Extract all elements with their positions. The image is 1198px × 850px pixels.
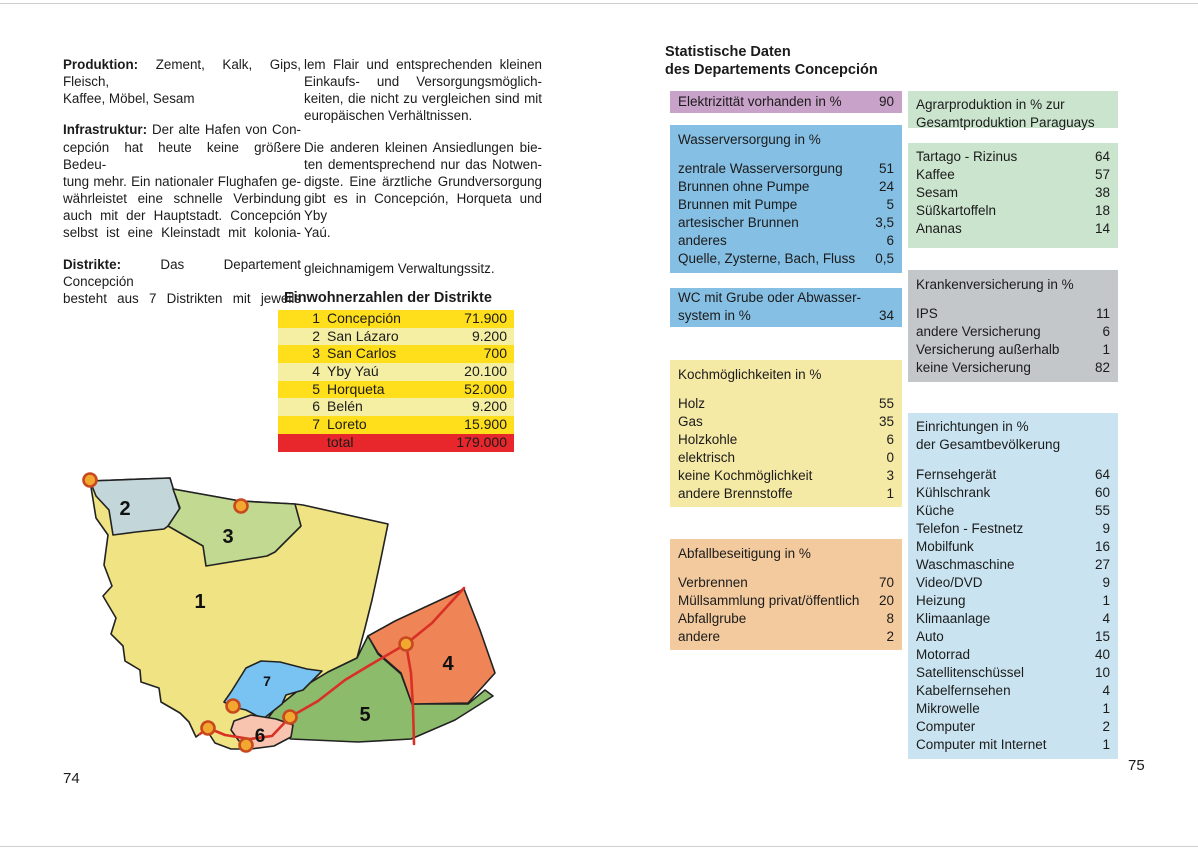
stat-label: Holzkohle — [678, 432, 738, 447]
stat-value: 4 — [1102, 683, 1110, 698]
stat-value: 0,5 — [875, 251, 894, 266]
stat-label: Tartago - Rizinus — [916, 149, 1018, 164]
district-number: 2 — [312, 327, 320, 344]
stat-value: 6 — [1102, 324, 1110, 339]
stat-label: WC mit Grube oder Abwasser- — [678, 290, 862, 305]
population-table-row — [278, 398, 514, 416]
stat-value: 1 — [1102, 593, 1110, 608]
stat-row — [908, 148, 1118, 166]
stat-label: system in % — [678, 308, 751, 323]
cooking-rows — [670, 395, 902, 503]
stat-value: 5 — [886, 197, 894, 212]
stat-row — [670, 160, 902, 178]
district-map — [60, 458, 532, 785]
scan-edge-top — [0, 3, 1198, 4]
stat-row — [908, 628, 1118, 646]
wc-table — [670, 288, 902, 327]
stat-value: 27 — [1094, 557, 1110, 572]
health-insurance-table — [908, 270, 1118, 382]
facilities-title-line1: Einrichtungen in % — [916, 419, 1029, 434]
paragraph-produktion — [63, 56, 301, 107]
waste-disposal-table — [670, 539, 902, 650]
district-number: 6 — [312, 398, 320, 415]
stat-row — [908, 184, 1118, 202]
line-text: Yaú. — [304, 225, 331, 241]
stat-value: 1 — [1102, 737, 1110, 752]
stat-value: 8 — [886, 611, 894, 626]
stat-row — [908, 341, 1118, 359]
district-number — [278, 434, 320, 452]
district-number: 3 — [312, 345, 320, 362]
stat-value: 64 — [1094, 467, 1110, 482]
water-supply-title: Wasserversorgung in % — [678, 132, 821, 147]
line-text: Zement, Kalk, Gips, Fleisch, — [63, 57, 301, 90]
stat-row — [670, 413, 902, 431]
stat-row — [670, 214, 902, 232]
line-text: Kaffee, Möbel, Sesam — [63, 91, 195, 107]
agri-production-table — [908, 143, 1118, 248]
stat-label: Kühlschrank — [916, 485, 991, 500]
electricity-bar — [670, 91, 902, 113]
stat-row — [670, 431, 902, 449]
text-line — [304, 73, 542, 90]
stat-value: 6 — [886, 432, 894, 447]
district-number: 1 — [312, 310, 320, 326]
stat-value: 38 — [1094, 185, 1110, 200]
stat-value: 60 — [1094, 485, 1110, 500]
text-line — [304, 190, 542, 224]
stat-value: 6 — [886, 233, 894, 248]
text-line — [63, 56, 301, 90]
text-line — [304, 56, 542, 73]
district-number: 4 — [312, 363, 320, 380]
stat-label: andere Brennstoffe — [678, 486, 793, 501]
text-line — [63, 139, 301, 173]
stats-heading-line2: des Departements Concepción — [665, 61, 878, 78]
cooking-title: Kochmöglichkeiten in % — [678, 367, 822, 382]
water-supply-rows — [670, 160, 902, 268]
stat-row — [908, 220, 1118, 238]
stat-value: 20 — [878, 593, 894, 608]
stat-label: Heizung — [916, 593, 966, 608]
district-name: San Lázaro — [327, 327, 399, 344]
text-line — [63, 90, 301, 107]
stat-row — [908, 502, 1118, 520]
district-2-label: 2 — [119, 498, 131, 520]
stats-heading — [665, 44, 878, 79]
stat-value: 4 — [1102, 611, 1110, 626]
text-column-left — [63, 56, 301, 321]
stat-row — [908, 166, 1118, 184]
stat-value: 9 — [1102, 575, 1110, 590]
stat-row — [908, 305, 1118, 323]
line-text: gleichnamigem Verwaltungssitz. — [304, 260, 495, 276]
stat-label: Müllsammlung privat/öffentlich — [678, 593, 860, 608]
stat-row — [908, 484, 1118, 502]
line-text: cepción hat heute keine größere Bedeu- — [63, 139, 301, 172]
stat-row — [670, 574, 902, 592]
stat-label: Mobilfunk — [916, 539, 974, 554]
text-line — [304, 224, 542, 241]
line-text: Die anderen kleinen Ansiedlungen bie- — [304, 139, 542, 155]
stat-value: 51 — [878, 161, 894, 176]
stat-label: Quelle, Zysterne, Bach, Fluss — [678, 251, 856, 266]
stat-value: 1 — [1102, 701, 1110, 716]
stat-label: IPS — [916, 306, 938, 321]
stat-row — [670, 178, 902, 196]
text-column-right — [304, 56, 542, 291]
stat-label: Elektrizittät vorhanden in % — [678, 94, 842, 109]
stat-row — [670, 232, 902, 250]
stat-label: Brunnen mit Pumpe — [678, 197, 798, 212]
text-line — [63, 121, 301, 138]
stat-value: 40 — [1094, 647, 1110, 662]
stat-label: Kaffee — [916, 167, 955, 182]
district-name: Loreto — [327, 416, 367, 433]
district-name: San Carlos — [327, 345, 397, 362]
stat-value: 9 — [1102, 521, 1110, 536]
stat-label: Mikrowelle — [916, 701, 980, 716]
stat-label: Satellitenschüssel — [916, 665, 1025, 680]
stat-label: Sesam — [916, 185, 959, 200]
population-table-row — [278, 434, 514, 452]
stat-label: Verbrennen — [678, 575, 748, 590]
stat-row — [908, 556, 1118, 574]
paragraph-lead: Infrastruktur: — [63, 122, 148, 138]
facilities-title — [908, 413, 1118, 454]
district-7-label: 7 — [263, 673, 271, 689]
stat-label: Brunnen ohne Pumpe — [678, 179, 810, 194]
stat-row — [670, 307, 902, 325]
stat-row — [908, 359, 1118, 377]
text-line — [304, 156, 542, 173]
population-table — [278, 310, 514, 452]
health-insurance-rows — [908, 305, 1118, 377]
district-population: 71.900 — [464, 310, 507, 326]
town-marker — [400, 638, 413, 651]
stat-label: Computer mit Internet — [916, 737, 1047, 752]
paragraph-distrikte — [63, 256, 301, 307]
district-3-label: 3 — [222, 526, 234, 548]
town-marker — [240, 739, 253, 752]
stat-value: 1 — [886, 486, 894, 501]
stat-label: Ananas — [916, 221, 962, 236]
district-number: 7 — [312, 416, 320, 433]
district-population: 15.900 — [464, 416, 507, 433]
stats-heading-line1: Statistische Daten — [665, 44, 791, 60]
stat-value: 2 — [886, 629, 894, 644]
district-map-svg — [60, 458, 532, 780]
stat-row — [670, 395, 902, 413]
population-table-row — [278, 328, 514, 346]
facilities-rows — [908, 466, 1118, 754]
paragraph-lead: Produktion: — [63, 57, 139, 72]
text-line — [304, 260, 542, 277]
stat-row — [670, 91, 902, 113]
stat-value: 90 — [878, 94, 894, 109]
text-line — [63, 173, 301, 190]
text-line — [63, 290, 301, 307]
stat-label: Klimaanlage — [916, 611, 991, 626]
line-text: tung mehr. Ein nationaler Flughafen ge- — [63, 173, 301, 189]
stat-row — [908, 538, 1118, 556]
page-number-74: 74 — [63, 770, 80, 787]
stat-value: 11 — [1095, 306, 1110, 321]
stat-row — [908, 700, 1118, 718]
stat-row — [670, 628, 902, 646]
line-text: gibt es in Concepción, Horqueta und Yby — [304, 191, 542, 224]
stat-row — [908, 520, 1118, 538]
stat-row — [908, 592, 1118, 610]
population-table-title: Einwohnerzahlen der Distrikte — [284, 290, 492, 306]
stat-label: andere Versicherung — [916, 324, 1041, 339]
stat-value: 18 — [1094, 203, 1110, 218]
population-table-row — [278, 310, 514, 328]
district-1-label: 1 — [194, 591, 206, 613]
agri-title-line2: Gesamtproduktion Paraguays — [916, 115, 1095, 130]
stat-label: Abfallgrube — [678, 611, 747, 626]
line-text: auch mit der Hauptstadt. Concepción — [63, 208, 301, 224]
stat-label: Küche — [916, 503, 955, 518]
line-text: lem Flair und entsprechenden kleinen — [304, 57, 542, 72]
district-population: 20.100 — [464, 363, 507, 380]
district-name: Concepción — [327, 310, 401, 326]
text-line — [63, 190, 301, 207]
stat-value: 3 — [886, 468, 894, 483]
paragraph-flair — [304, 56, 542, 125]
paragraph-ansiedlungen — [304, 139, 542, 242]
district-population: 179.000 — [456, 433, 507, 450]
stat-label: Versicherung außerhalb — [916, 342, 1060, 357]
district-population: 52.000 — [464, 380, 507, 397]
stat-value: 14 — [1094, 221, 1110, 236]
waste-disposal-rows — [670, 574, 902, 646]
stat-value: 15 — [1094, 629, 1110, 644]
line-text: besteht aus 7 Distrikten mit jeweils — [63, 290, 301, 306]
page-number-75: 75 — [1128, 757, 1145, 774]
stat-value: 24 — [878, 179, 894, 194]
stat-value: 57 — [1094, 167, 1110, 182]
stat-label: anderes — [678, 233, 727, 248]
line-text: währleistet eine schnelle Verbindung — [63, 191, 301, 207]
line-text: Das Departement Concepción — [63, 256, 301, 289]
district-population: 9.200 — [471, 398, 507, 415]
stat-value: 34 — [878, 308, 894, 323]
town-marker — [235, 500, 248, 513]
district-4-label: 4 — [442, 653, 454, 675]
stat-label: Motorrad — [916, 647, 971, 662]
town-marker — [84, 474, 97, 487]
stat-value: 55 — [1094, 503, 1110, 518]
town-marker — [202, 722, 215, 735]
population-table-row — [278, 345, 514, 363]
stat-label: Video/DVD — [916, 575, 983, 590]
stat-row — [908, 718, 1118, 736]
stat-row — [670, 449, 902, 467]
stat-row — [670, 592, 902, 610]
stat-row — [908, 610, 1118, 628]
stat-label: Gas — [678, 414, 703, 429]
stat-row — [670, 610, 902, 628]
stat-label: Computer — [916, 719, 976, 734]
text-line — [304, 107, 542, 124]
facilities-title-line2: der Gesamtbevölkerung — [916, 437, 1061, 452]
stat-label: keine Kochmöglichkeit — [678, 468, 813, 483]
stat-label: andere — [678, 629, 721, 644]
text-line — [63, 224, 301, 241]
line-text: Einkaufs- und Versorgungsmöglich- — [304, 74, 542, 90]
line-text: Der alte Hafen von Con- — [147, 122, 301, 138]
district-5-label: 5 — [359, 704, 371, 726]
waste-disposal-title: Abfallbeseitigung in % — [678, 546, 811, 561]
stat-value: 64 — [1094, 149, 1110, 164]
stat-value: 55 — [878, 396, 894, 411]
line-text: keiten, die nicht zu vergleichen sind mit — [304, 91, 542, 107]
stat-value: 0 — [886, 450, 894, 465]
water-supply-table — [670, 125, 902, 273]
population-table-row — [278, 416, 514, 434]
text-line — [304, 90, 542, 107]
district-6-label: 6 — [254, 726, 266, 747]
stat-value: 16 — [1094, 539, 1110, 554]
health-insurance-title: Krankenversicherung in % — [916, 277, 1074, 292]
stat-row — [908, 736, 1118, 754]
line-text: europäischen Verhältnissen. — [304, 108, 473, 124]
line-text: ten dementsprechend nur das Notwen- — [304, 156, 542, 172]
stat-row — [670, 485, 902, 503]
stat-value: 35 — [878, 414, 894, 429]
district-population: 700 — [483, 345, 507, 362]
stat-value: 3,5 — [875, 215, 894, 230]
stat-label: elektrisch — [678, 450, 736, 465]
stat-value: 82 — [1094, 360, 1110, 375]
agri-title-line1: Agrarproduktion in % zur — [916, 97, 1065, 112]
town-marker — [227, 700, 240, 713]
stat-row — [908, 202, 1118, 220]
paragraph-verwaltungssitz — [304, 260, 542, 277]
stat-label: Süßkartoffeln — [916, 203, 997, 218]
paragraph-lead: Distrikte: — [63, 256, 122, 272]
stat-row — [670, 250, 902, 268]
stat-value: 2 — [1102, 719, 1110, 734]
text-line — [63, 207, 301, 224]
stat-label: Kabelfernsehen — [916, 683, 1011, 698]
stat-row — [908, 323, 1118, 341]
stat-row — [908, 682, 1118, 700]
text-line — [304, 173, 542, 190]
facilities-table — [908, 413, 1118, 759]
paragraph-infrastruktur — [63, 121, 301, 241]
text-line — [304, 139, 542, 156]
text-line — [63, 256, 301, 290]
stat-value: 1 — [1102, 342, 1110, 357]
scan-edge-bottom — [0, 846, 1198, 847]
district-population: 9.200 — [471, 327, 507, 344]
district-number: 5 — [312, 380, 320, 397]
agri-production-header — [908, 91, 1118, 128]
stat-label: Holz — [678, 396, 706, 411]
stat-row — [670, 289, 902, 307]
population-table-row — [278, 381, 514, 399]
stat-label: Telefon - Festnetz — [916, 521, 1024, 536]
district-name: total — [327, 433, 354, 450]
population-table-row — [278, 363, 514, 381]
stat-label: Fernsehgerät — [916, 467, 997, 482]
stat-row — [908, 646, 1118, 664]
stat-row — [670, 467, 902, 485]
stat-row — [670, 196, 902, 214]
stat-label: artesischer Brunnen — [678, 215, 799, 230]
stat-label: zentrale Wasserversorgung — [678, 161, 843, 176]
stat-label: Waschmaschine — [916, 557, 1015, 572]
agri-production-title — [908, 91, 1118, 132]
district-name: Yby Yaú — [327, 363, 379, 380]
cooking-table — [670, 360, 902, 507]
stat-value: 10 — [1094, 665, 1110, 680]
stat-label: keine Versicherung — [916, 360, 1031, 375]
stat-row — [908, 466, 1118, 484]
district-name: Belén — [327, 398, 363, 415]
district-name: Horqueta — [327, 380, 385, 397]
line-text: selbst ist eine Kleinstadt mit kolonia- — [63, 225, 301, 241]
stat-value: 70 — [878, 575, 894, 590]
town-marker — [284, 711, 297, 724]
stat-row — [908, 574, 1118, 592]
stat-row — [908, 664, 1118, 682]
stat-label: Auto — [916, 629, 944, 644]
line-text: digste. Eine ärztliche Grundversorgung — [304, 173, 542, 189]
